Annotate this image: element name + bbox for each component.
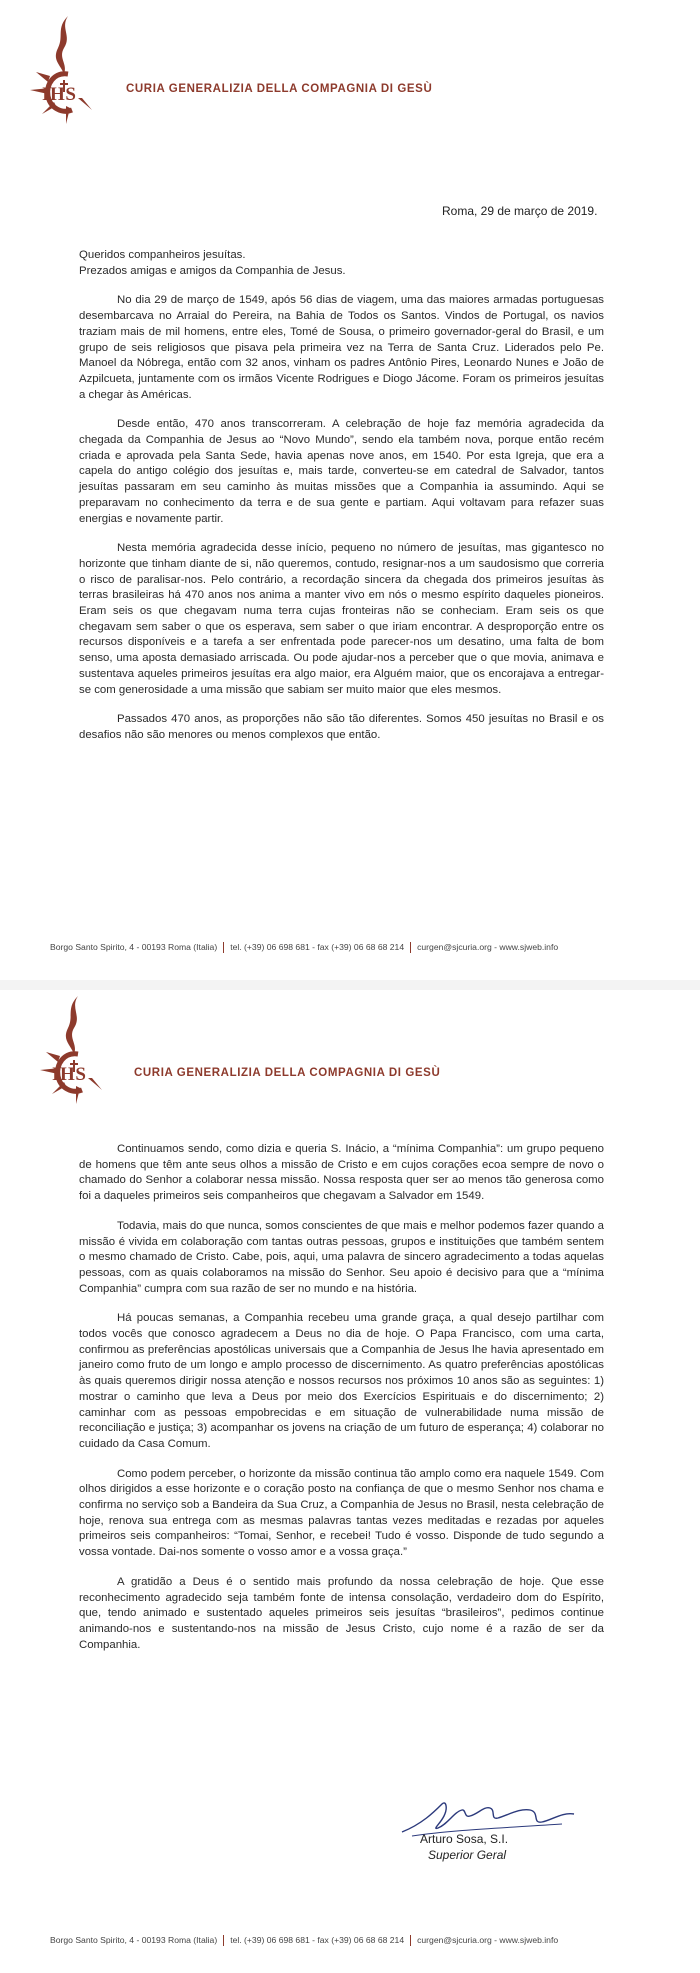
signatory-role: Superior Geral [428,1848,507,1862]
letter-date: Roma, 29 de março de 2019. [442,204,598,218]
institution-name: CURIA GENERALIZIA DELLA COMPAGNIA DI GESÙ [134,1067,441,1079]
letter-page-1 [0,0,700,980]
footer-address: Borgo Santo Spirito, 4 - 00193 Roma (Italia) [50,1935,218,1945]
paragraph: Como podem perceber, o horizonte da missão continua tão amplo como era naquele 1549. Com olhos dirigidos a esse horizonte e o coração posto na confiança de que o mesmo Senhor nos chama e confirma no serviço sob a Bandeira da Sua Cruz, a Companhia de Jesus no Brasil, nesta celebração de hoje, renova sua entrega com as mesmas palavras tantas vezes meditadas e rezadas por aqueles primeiros seis companheiros: “Tomai, Senhor, e recebei! Tudo é vosso. Disponde de tudo segundo a vossa vontade. Dai-nos somente o vosso amor e a vossa graça.” [79,1467,604,1559]
footer-divider [223,942,224,953]
signatory-name: Arturo Sosa, S.I. [420,1832,509,1846]
footer-page-1 [50,942,650,953]
letter-body-page-1 [79,248,604,758]
ihs-flame-logo [30,994,110,1114]
greeting-line-2: Prezados amigas e amigos da Companhia de Jesus. [79,264,346,277]
logo-monogram: IHS [42,84,77,105]
footer-address: Borgo Santo Spirito, 4 - 00193 Roma (Italia) [50,942,218,952]
footer-divider [223,1935,224,1946]
letter-page-2 [0,990,700,1973]
paragraph: A gratidão a Deus é o sentido mais profundo da nossa celebração de hoje. Que esse reconhecimento agradecido seja também fonte de intensa consolação, verdadeiro dom do Espírito, que, tendo animado e sustentado aqueles primeiros seis jesuítas “brasileiros”, pedimos continue animando-nos e sustentando-nos na missão de Jesus Cristo, cujo nome é a razão de ser da Companhia. [79,1575,604,1651]
paragraph: Passados 470 anos, as proporções não são tão diferentes. Somos 450 jesuítas no Brasil e os desafios não são menores ou menos complexos que então. [79,713,604,741]
footer-divider [410,942,411,953]
letter-body-page-2 [79,1142,604,1667]
footer-contact: curgen@sjcuria.org - www.sjweb.info [417,1935,559,1945]
paragraph: Nesta memória agradecida desse início, pequeno no número de jesuítas, mas gigantesco no horizonte que tinham diante de si, não queremos, contudo, resignar-nos a um saudosismo que correria o risco de paralisar-nos. Pelo contrário, a recordação sincera da chegada dos primeiros jesuítas às terras brasileiras há 470 anos nos anima a manter vivo em nós o mesmo espírito daqueles pioneiros. Eram seis os que chegavam numa terra cujas fronteiras não se conheciam. Eram seis os que chegavam sem saber o que os esperava, sem saber o que iriam encontrar. A desproporção entre os recursos disponíveis e a tarefa a ser enfrentada pode parecer-nos um desatino, uma falta de bom senso, uma aposta demasiado arriscada. Ou pode ajudar-nos a perceber que o que movia, animava e sustentava aqueles primeiros jesuítas era algo maior, era Alguém maior, que os encorajava a entregar-se com generosidade a uma missão que sabiam ser muito maior que eles mesmos. [79,542,604,696]
paragraph: Desde então, 470 anos transcorreram. A celebração de hoje faz memória agradecida da chegada da Companhia de Jesus ao “Novo Mundo”, sendo ela também nova, porque então recém criada e aprovada pela Santa Sede, havia apenas nove anos, em 1540. Por esta Igreja, que era a capela do antigo colégio dos jesuítas e, mais tarde, converteu-se em catedral de Salvador, tantos jesuítas passaram em seu caminho às muitas missões que a Companhia ia assumindo. Aqui se preparavam no conhecimento da terra e de sua gente e partiam. Aqui voltavam para refazer suas energias e novamente partir. [79,418,604,525]
page-separator [0,980,700,990]
greeting-line-1: Queridos companheiros jesuítas. [79,249,246,261]
footer-divider [410,1935,411,1946]
institution-name: CURIA GENERALIZIA DELLA COMPAGNIA DI GESÙ [126,83,433,95]
signature-block [398,1832,598,1862]
footer-contact: curgen@sjcuria.org - www.sjweb.info [417,942,559,952]
logo-monogram: IHS [52,1064,87,1085]
paragraph: Há poucas semanas, a Companhia recebeu uma grande graça, a qual desejo partilhar com todos vocês que conosco agradecem a Deus no dia de hoje. O Papa Francisco, com uma carta, confirmou as preferências apostólicas universais que a Companhia de Jesus lhe havia apresentado em janeiro como fruto de um longo e amplo processo de discernimento. As quatro preferências apostólicas às quais queremos dirigir nossa atenção e nossos recursos nos próximos 10 anos são as seguintes: 1) mostrar o caminho que leva a Deus por meio dos Exercícios Espirituais e do discernimento; 2) caminhar com as pessoas empobrecidas e em situação de vulnerabilidade numa missão de reconciliação e justiça; 3) acompanhar os jovens na criação de um futuro de esperança; 4) colaborar no cuidado da Casa Comum. [79,1312,604,1450]
footer-phone: tel. (+39) 06 698 681 - fax (+39) 06 68 68 214 [230,1935,405,1945]
ihs-flame-logo [20,14,100,134]
paragraph: Continuamos sendo, como dizia e queria S. Inácio, a “mínima Companhia”: um grupo pequeno de homens que têm ante seus olhos a missão de Cristo e em cujos corações ecoa sempre de novo o chamado do Senhor a colaborar nessa missão. Nossa resposta quer ser ao menos tão generosa como foi a daqueles primeiros seis companheiros que chegavam a Salvador em 1549. [79,1143,604,1203]
paragraph: Todavia, mais do que nunca, somos conscientes de que mais e melhor podemos fazer quando a missão é vivida em colaboração com tantas outras pessoas, grupos e instituições que também sentem o mesmo chamado de Cristo. Cabe, pois, aqui, uma palavra de sincero agradecimento a todas aquelas pessoas, com as quais colaboramos na missão do Senhor. Seu apoio é decisivo para que a “mínima Companhia” cumpra com sua razão de ser no mundo e na história. [79,1219,604,1295]
footer-phone: tel. (+39) 06 698 681 - fax (+39) 06 68 68 214 [230,942,405,952]
footer-page-2 [50,1935,650,1946]
paragraph: No dia 29 de março de 1549, após 56 dias de viagem, uma das maiores armadas portuguesas desembarcava no Arraial do Pereira, na Bahia de Todos os Santos. Vindos de Portugal, os navios traziam mais de mil homens, entre eles, Tomé de Sousa, o primeiro governador-geral do Brasil, e um grupo de seis religiosos que pisava pela primeira vez na Terra de Santa Cruz. Liderados pelo Pe. Manoel da Nóbrega, então com 32 anos, vinham os padres Antônio Pires, Leonardo Nunes e João de Azpilcueta, juntamente com os irmãos Vicente Rodrigues e Diogo Jácome. Foram os primeiros jesuítas a chegar às Américas. [79,294,604,401]
